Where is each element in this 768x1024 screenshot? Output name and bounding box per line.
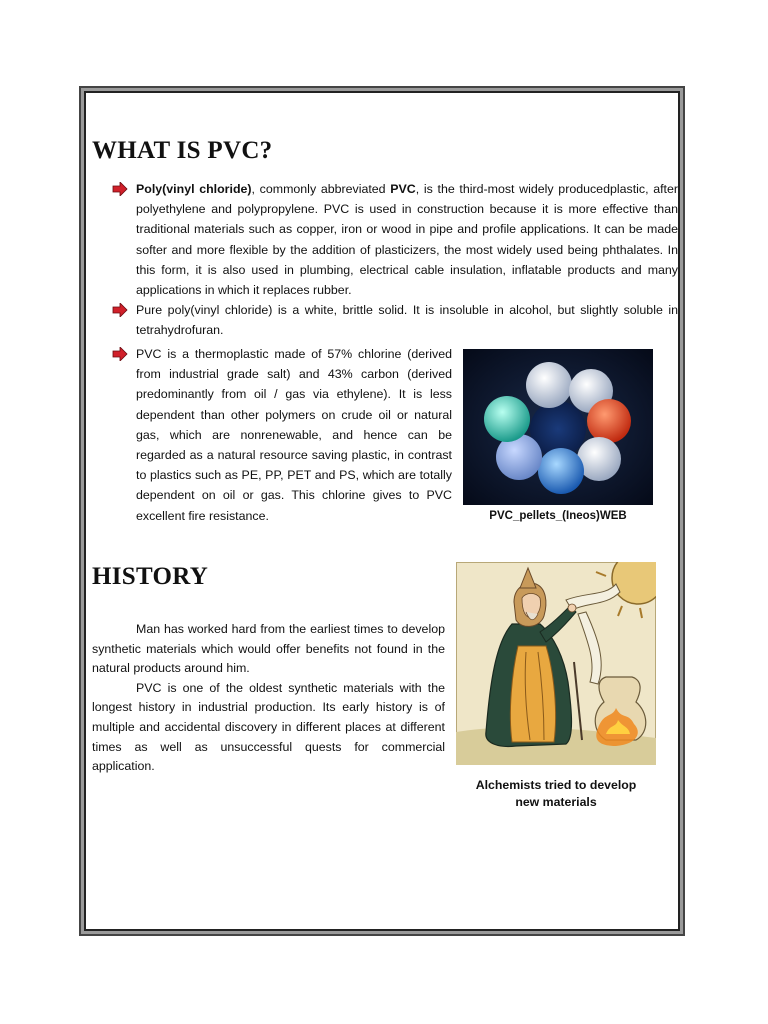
red-arrow-bullet-icon <box>112 303 128 317</box>
alchemist-caption <box>451 777 661 811</box>
alchemist-caption-line-1: Alchemists tried to develop <box>475 778 637 792</box>
heading-what-is-pvc: WHAT IS PVC? <box>92 137 273 164</box>
term-pvc-abbr: PVC <box>390 182 416 196</box>
pvc-pellets-caption: PVC_pellets_(Ineos)WEB <box>489 510 627 522</box>
composition-text: PVC is a thermoplastic made of 57% chlorine (derived from industrial grade salt) and 43% carbon (derived predominantly from oil / gas via ethylene). It is less dependent than other polymers on crude oil or natural gas, which are nonrenewable, and hence can be regarded as a natural resource saving plastic, in contrast to plastics such as PE, PP, PET and PS, which are totally dependent on oil or gas. This chlorine gives to PVC excellent fire resistance. <box>136 347 452 523</box>
alchemist-caption-line-2: new materials <box>515 795 597 809</box>
bullet-composition <box>136 344 452 526</box>
page-content <box>84 91 680 931</box>
definition-text: , is the third-most widely producedplastic, after polyethylene and polypropylene. PVC is used in construction because it is more effective than traditional materials such as copper, iron or wood in pipe and profile applications. It can be made softer and more flexible by the addition of plasticizers, the most widely used being phthalates. In this form, it is also used in plumbing, electrical cable insulation, inflatable products and many applications in which it replaces rubber. <box>136 182 679 298</box>
definition-mid: , commonly abbreviated <box>251 182 391 196</box>
term-pvc-full: Poly(vinyl chloride) <box>136 182 252 196</box>
page-frame <box>79 86 685 936</box>
history-body <box>92 620 445 777</box>
pvc-pellets-image <box>463 349 653 505</box>
bullet-definition <box>136 179 678 300</box>
history-paragraph-2: PVC is one of the oldest synthetic materials with the longest history in industrial production. Its early history is of multiple and accidental discovery in different places at different times as well as unsuccessful quests for commercial application. <box>92 680 445 774</box>
red-arrow-bullet-icon <box>112 182 128 196</box>
bullet-properties <box>136 300 678 340</box>
properties-text: Pure poly(vinyl chloride) is a white, brittle solid. It is insoluble in alcohol, but slightly soluble in tetrahydrofuran. <box>136 303 678 338</box>
heading-history: HISTORY <box>92 563 209 590</box>
history-paragraph-1: Man has worked hard from the earliest times to develop synthetic materials which would offer benefits not found in the natural products around him. <box>92 622 445 676</box>
red-arrow-bullet-icon <box>112 347 128 361</box>
alchemist-illustration <box>456 562 656 765</box>
